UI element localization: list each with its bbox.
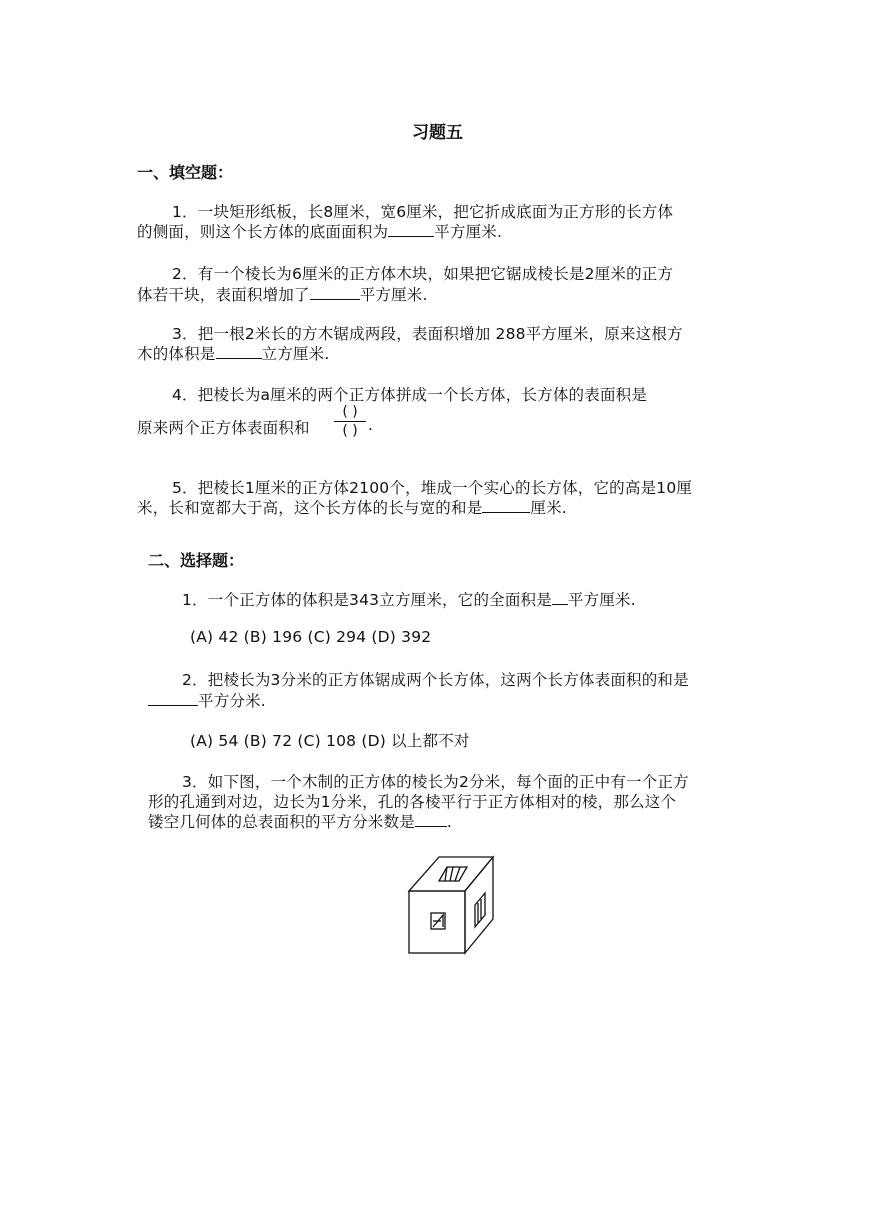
- fraction-denominator: ( ): [342, 423, 358, 439]
- page-title: 习题五: [412, 123, 463, 143]
- answer-blank: [148, 691, 198, 706]
- answer-blank: [482, 498, 530, 513]
- s2-q1-line1: [182, 588, 636, 610]
- fraction: [334, 404, 366, 439]
- s2-q1-options: (A) 42 (B) 196 (C) 294 (D) 392: [190, 628, 432, 646]
- s1-q2-text-a: 体若干块，表面积增加了: [137, 286, 310, 304]
- s1-q5-line2: [137, 496, 567, 518]
- s1-q3-text-a: 木的体积是: [137, 345, 216, 363]
- s2-q2-options: (A) 54 (B) 72 (C) 108 (D) 以上都不对: [190, 732, 470, 750]
- answer-blank: [415, 812, 447, 827]
- section-heading-multiple-choice: 二、选择题：: [148, 551, 245, 570]
- s1-q5-text-a: 米，长和宽都大于高，这个长方体的长与宽的和是: [137, 499, 483, 517]
- answer-blank: [388, 222, 434, 237]
- s1-q3-line1: 3．把一根2米长的方木锯成两段，表面积增加 288平方厘米，原来这根方: [172, 325, 683, 343]
- s1-q2-text-b: 平方厘米.: [359, 286, 428, 304]
- s2-q1-text-a: 1．一个正方体的体积是343立方厘米，它的全面积是: [182, 591, 552, 609]
- s1-q4-line1: 4．把棱长为a厘米的两个正方体拼成一个长方体，长方体的表面积是: [172, 386, 648, 404]
- s1-q2-line1: 2．有一个棱长为6厘米的正方体木块，如果把它锯成棱长是2厘米的正方: [172, 265, 674, 283]
- s2-q3-line1: 3．如下图，一个木制的正方体的棱长为2分米，每个面的正中有一个正方: [182, 773, 689, 791]
- s1-q5-text-b: 厘米.: [530, 499, 567, 517]
- s2-q3-text-a: 镂空几何体的总表面积的平方分米数是: [148, 813, 415, 831]
- hollow-cube-figure: [405, 853, 495, 955]
- s2-q2-line2: [148, 689, 266, 711]
- s1-q1-text-a: 的侧面，则这个长方体的底面面积为: [137, 223, 389, 241]
- s1-q2-line2: [137, 283, 428, 305]
- s2-q3-line2: 形的孔通到对边，边长为1分米，孔的各棱平行于正方体相对的棱，那么这个: [148, 793, 677, 811]
- answer-blank: [552, 590, 568, 605]
- s1-q3-text-b: 立方厘米.: [261, 345, 330, 363]
- s1-q1-text-b: 平方厘米.: [434, 223, 503, 241]
- s1-q4-line2a: 原来两个正方体表面积和: [137, 419, 310, 437]
- s1-q1-line2: [137, 220, 502, 242]
- s2-q3-line3: [148, 810, 452, 832]
- s2-q2-text-b: 平方分米.: [198, 692, 266, 710]
- s1-q3-line2: [137, 342, 329, 364]
- answer-blank: [216, 344, 262, 359]
- s2-q1-text-b: 平方厘米.: [567, 591, 636, 609]
- s2-q3-text-b: .: [446, 813, 453, 831]
- section-heading-fill-in: 一、填空题：: [137, 163, 234, 182]
- fraction-bar: [334, 421, 366, 422]
- s2-q2-line1: 2．把棱长为3分米的正方体锯成两个长方体，这两个长方体表面积的和是: [182, 671, 689, 689]
- s1-q4-period: .: [368, 416, 374, 434]
- s1-q5-line1: 5．把棱长1厘米的正方体2100个，堆成一个实心的长方体，它的高是10厘: [172, 479, 693, 497]
- fraction-numerator: ( ): [342, 404, 358, 420]
- s1-q1-line1: 1．一块矩形纸板，长8厘米，宽6厘米，把它折成底面为正方形的长方体: [172, 203, 674, 221]
- answer-blank: [310, 285, 360, 300]
